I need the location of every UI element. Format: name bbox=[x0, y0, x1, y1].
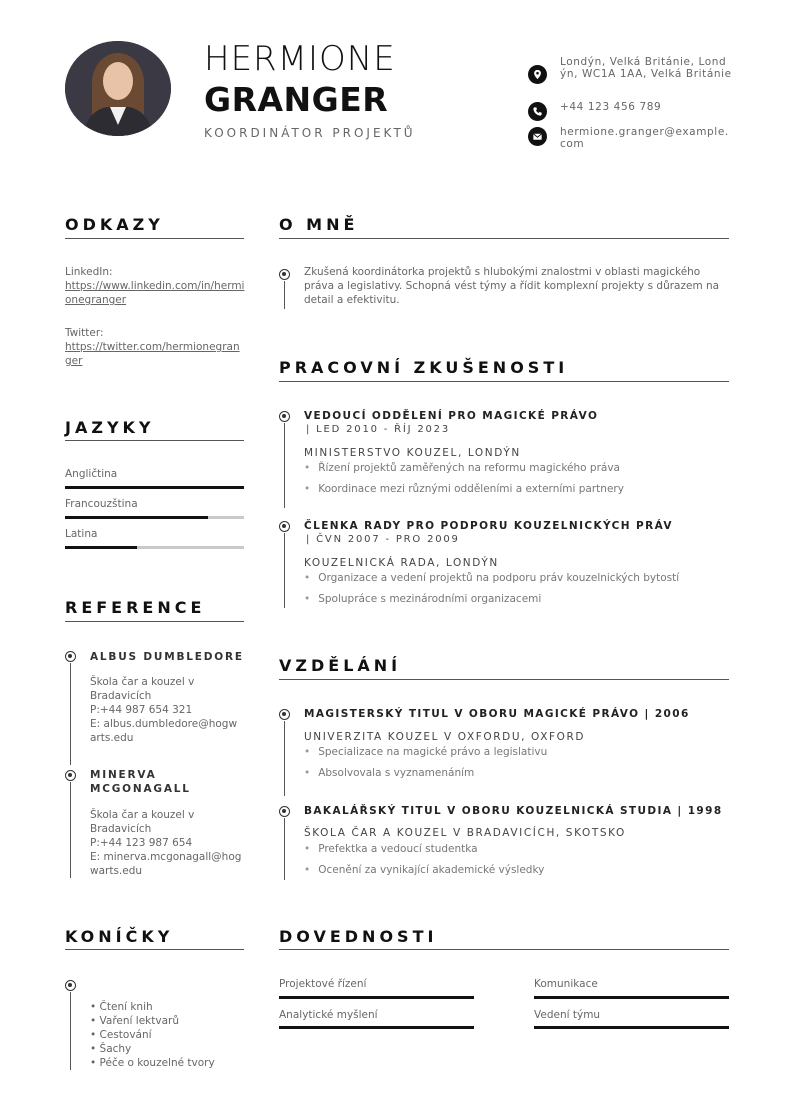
timeline-bullet-icon bbox=[279, 806, 290, 817]
reference-org: Škola čar a kouzel v Bradavicích bbox=[90, 676, 195, 702]
reference-email: E: minerva.mcgonagall@hogwarts.edu bbox=[90, 851, 242, 877]
skill-bar bbox=[534, 1026, 729, 1029]
skill-name: Vedení týmu bbox=[534, 1009, 601, 1021]
skill-bar-fill bbox=[534, 1026, 729, 1029]
language-bar bbox=[65, 546, 244, 549]
references-heading: REFERENCE bbox=[65, 598, 206, 617]
twitter-item bbox=[65, 326, 245, 368]
hobby-item: • Šachy bbox=[90, 1043, 132, 1055]
job-dates: | LED 2010 - ŘÍJ 2023 bbox=[306, 424, 451, 435]
school-name: UNIVERZITA KOUZEL V OXFORDU, OXFORD bbox=[304, 731, 586, 743]
job-title: KOORDINÁTOR PROJEKTŮ bbox=[204, 126, 416, 140]
links-heading: ODKAZY bbox=[65, 215, 164, 234]
timeline-bullet-icon bbox=[65, 980, 76, 991]
skill-bar bbox=[279, 1026, 474, 1029]
reference-org: Škola čar a kouzel v Bradavicích bbox=[90, 809, 195, 835]
mail-icon bbox=[528, 127, 547, 146]
school-name: ŠKOLA ČAR A KOUZEL V BRADAVICÍCH, SKOTSKO bbox=[304, 827, 626, 839]
timeline-line bbox=[284, 423, 285, 508]
first-name: HERMIONE bbox=[204, 39, 396, 79]
timeline-bullet-icon bbox=[65, 770, 76, 781]
last-name: GRANGER bbox=[204, 80, 389, 119]
email-text[interactable]: hermione.granger@example.com bbox=[560, 126, 729, 150]
about-divider bbox=[279, 238, 729, 239]
twitter-link[interactable]: https://twitter.com/hermionegranger bbox=[65, 341, 240, 367]
job-dates: | ČVN 2007 - PRO 2009 bbox=[306, 534, 460, 545]
reference-details bbox=[90, 675, 242, 745]
hobby-item: • Vaření lektvarů bbox=[90, 1015, 179, 1027]
address-text: Londýn, Velká Británie, Londýn, WC1A 1AA, Velká Británie bbox=[560, 56, 732, 80]
language-name: Francouzština bbox=[65, 498, 138, 510]
education-bullet: • Absolvovala s vyznamenáním bbox=[304, 767, 474, 779]
hobbies-divider bbox=[65, 949, 244, 950]
job-bullet: • Řízení projektů zaměřených na reformu magického práva bbox=[304, 462, 620, 474]
hobby-item: • Cestování bbox=[90, 1029, 152, 1041]
contact-email bbox=[528, 127, 732, 150]
hobby-item: • Péče o kouzelné tvory bbox=[90, 1057, 215, 1069]
degree-title: BAKALÁŘSKÝ TITUL V OBORU KOUZELNICKÁ STUDIA | 1998 bbox=[304, 805, 723, 817]
hobby-item: • Čtení knih bbox=[90, 1001, 153, 1013]
education-bullet: • Ocenění za vynikající akademické výsledky bbox=[304, 864, 544, 876]
languages-heading: JAZYKY bbox=[65, 418, 155, 437]
about-heading: O MNĚ bbox=[279, 215, 359, 234]
timeline-bullet-icon bbox=[279, 411, 290, 422]
languages-divider bbox=[65, 440, 244, 441]
skills-divider bbox=[279, 949, 729, 950]
skill-bar bbox=[534, 996, 729, 999]
twitter-label: Twitter: bbox=[65, 327, 104, 339]
skill-bar bbox=[279, 996, 474, 999]
language-bar bbox=[65, 516, 244, 519]
job-organization: MINISTERSTVO KOUZEL, LONDÝN bbox=[304, 447, 521, 459]
reference-email: E: albus.dumbledore@hogwarts.edu bbox=[90, 718, 238, 744]
linkedin-link[interactable]: https://www.linkedin.com/in/hermionegranger bbox=[65, 280, 245, 306]
timeline-line bbox=[70, 782, 71, 878]
job-bullet: • Koordinace mezi různými odděleními a externími partnery bbox=[304, 483, 624, 495]
profile-photo bbox=[65, 41, 171, 136]
language-name: Angličtina bbox=[65, 468, 118, 480]
job-title: ČLENKA RADY PRO PODPORU KOUZELNICKÝCH PRÁV bbox=[304, 520, 673, 532]
references-divider bbox=[65, 621, 244, 622]
timeline-bullet-icon bbox=[279, 521, 290, 532]
skill-name: Analytické myšlení bbox=[279, 1009, 378, 1021]
timeline-bullet-icon bbox=[279, 269, 290, 280]
timeline-line bbox=[70, 663, 71, 765]
language-bar bbox=[65, 486, 244, 489]
links-divider bbox=[65, 238, 244, 239]
degree-title: MAGISTERSKÝ TITUL V OBORU MAGICKÉ PRÁVO | 2006 bbox=[304, 708, 690, 720]
timeline-line bbox=[284, 721, 285, 796]
job-organization: KOUZELNICKÁ RADA, LONDÝN bbox=[304, 557, 499, 569]
job-bullet: • Spolupráce s mezinárodními organizacemi bbox=[304, 593, 541, 605]
about-text: Zkušená koordinátorka projektů s hlubokými znalostmi v oblasti magického práva a legislativy. Schopná vést týmy a řídit komplexní projekty s důrazem na detail a efektivitu. bbox=[304, 266, 720, 306]
job-title: VEDOUCÍ ODDĚLENÍ PRO MAGICKÉ PRÁVO bbox=[304, 410, 599, 422]
timeline-bullet-icon bbox=[279, 709, 290, 720]
phone-text[interactable]: +44 123 456 789 bbox=[560, 101, 662, 113]
linkedin-item bbox=[65, 265, 245, 307]
education-divider bbox=[279, 679, 729, 680]
timeline-bullet-icon bbox=[65, 651, 76, 662]
language-bar-fill bbox=[65, 546, 137, 549]
reference-name: ALBUS DUMBLEDORE bbox=[90, 651, 244, 663]
reference-phone: P:+44 987 654 321 bbox=[90, 704, 193, 716]
skill-bar-fill bbox=[279, 996, 474, 999]
language-name: Latina bbox=[65, 528, 98, 540]
language-bar-fill bbox=[65, 486, 244, 489]
timeline-line bbox=[284, 533, 285, 608]
hobbies-list bbox=[90, 1000, 215, 1070]
skill-name: Projektové řízení bbox=[279, 978, 367, 990]
experience-heading: PRACOVNÍ ZKUŠENOSTI bbox=[279, 358, 569, 377]
reference-phone: P:+44 123 987 654 bbox=[90, 837, 193, 849]
phone-icon bbox=[528, 102, 547, 121]
reference-details bbox=[90, 808, 242, 878]
skills-heading: DOVEDNOSTI bbox=[279, 927, 438, 946]
hobbies-heading: KONÍČKY bbox=[65, 927, 174, 946]
skill-bar-fill bbox=[279, 1026, 474, 1029]
timeline-line bbox=[284, 281, 285, 309]
timeline-line bbox=[70, 992, 71, 1070]
linkedin-label: LinkedIn: bbox=[65, 266, 113, 278]
skill-bar-fill bbox=[534, 996, 729, 999]
job-bullet: • Organizace a vedení projektů na podporu práv kouzelnických bytostí bbox=[304, 572, 679, 584]
contact-address bbox=[528, 57, 732, 84]
skill-name: Komunikace bbox=[534, 978, 598, 990]
education-heading: VZDĚLÁNÍ bbox=[279, 656, 402, 675]
experience-divider bbox=[279, 381, 729, 382]
contact-phone bbox=[528, 102, 732, 121]
location-icon bbox=[528, 65, 547, 84]
timeline-line bbox=[284, 818, 285, 880]
language-bar-fill bbox=[65, 516, 208, 519]
education-bullet: • Prefektka a vedoucí studentka bbox=[304, 843, 478, 855]
education-bullet: • Specializace na magické právo a legislativu bbox=[304, 746, 547, 758]
reference-name: MINERVA MCGONAGALL bbox=[90, 769, 191, 795]
